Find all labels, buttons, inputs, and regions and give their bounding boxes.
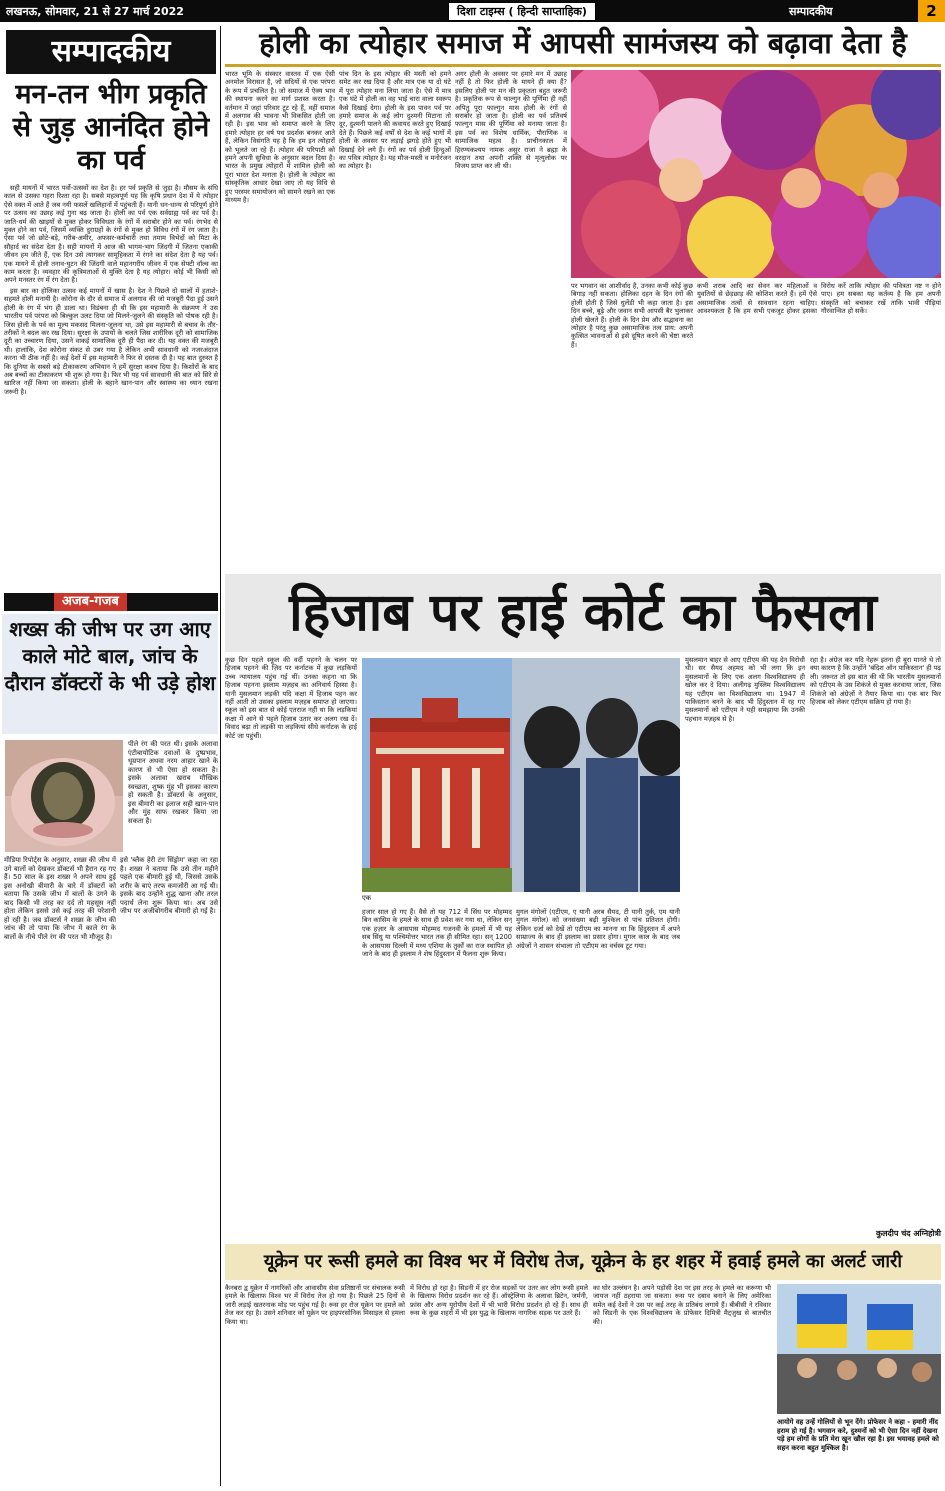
ukraine-col-2: में विरोध हो रहा है। सिडनी में हर रोज सड़कों पर उतर कर लोग रूसी हमले के खिलाफ विरोध प्रदर्शन कर रहे हैं। ऑस्ट्रेलिया के अलावा ब्रिटेन, जर्मनी, फ्रांस और अन्य यूरोपीय देशों में भी भारी विरोध प्रदर्शन हो रहे हैं। साथ ही रूस के कुछ शहरों में भी इस युद्ध के खिलाफ नागरिक सड़क पर उतरे हैं।: [410, 1284, 588, 1318]
hijab-col-2: हजार साल हो गए हैं। वैसे तो यह 712 में सिंध पर मोहम्मद बिन कासिम के हमले के साथ ही प्रवेश कर गया था, लेकिन सन् एक हज़ार के आसपास मोहम्मद गजनवी के हमलों में भी यह सब सिंधु या पश्चिमोत्तर भारत तक ही सीमित रहा। सन् 1200 के आसपास दिल्ली में मध्य एशिया के तुर्कों का राज स्थापित हो जाने के बाद ही इस्लाम ने शेष हिंदुस्तान में फैलना शुरू किया।: [362, 908, 512, 959]
masthead-bar: [0, 0, 945, 22]
byline: कुलदीप चंद अग्निहोत्री: [875, 1229, 941, 1238]
ukraine-col-1: कैनबरा द्व यूक्रेन में नागरिकों और आवासीय सेवा प्रतिष्ठानों पर संचालक रूसी हमले के खिलाफ विश्व भर में विरोध तेज हो गया है। पिछले 25 दिनों से जारी लड़ाई खतरनाक मोड़ पर पहुंच गई है। रूस हर रोज यूक्रेन पर हमले को तेज कर रहा है। उसने शनिवार को यूक्रेन पर हाइपरसोनिक मिसाइल से हमला किया था।: [225, 1284, 405, 1326]
section-label-box: [6, 30, 216, 74]
page-number: 2: [918, 0, 945, 22]
holi-col-4: पर भगवान का आशीर्वाद है, उनका कभी कोई कुछ बिगाड़ नहीं सकता। होलिका दहन के दिन रंगों की होली होती है जिसे धुलेंडी भी कहा जाता है। इस दिन बच्चे, बूढ़े और जवान सभी आपसी बैर भुलाकर होली खेलते हैं। होली के दिन प्रेम और सद्भावना का त्योहार है परंतु कुछ असामाजिक तत्व प्राय: अपनी कुत्सित भावनाओं से इसे दूषित करने की चेष्टा करते हैं।: [571, 282, 693, 349]
hijab-court-photo: [362, 658, 680, 892]
headline-rule: [225, 64, 941, 67]
story-headline-box: [2, 614, 218, 734]
hijab-headline-box: [225, 574, 941, 652]
story-headline: शख्स की जीभ पर उग आए काले मोटे बाल, जांच के दौरान डॉक्टरों के भी उड़े होश: [4, 617, 216, 695]
column-divider: [220, 26, 221, 1486]
holi-col-3: अगर होली के अवसर पर हमारे मन में उछाह नहीं है तो फिर होली के मायने ही क्या हैं? इसलिए होली पर मन की प्रकृतता बहुत जरूरी है। प्रकृतिक रूप से फाल्गुन की पूर्णिमा ही नहीं अपितु पूरा फाल्गुन मास होली के रंगों से सराबोर हो जाता है। होली का पर्व प्रतिवर्ष फाल्गुन मास की पूर्णिमा को मनाया जाता है। इस पर्व का विशेष धार्मिक, पौराणिक व सामाजिक महत्व है। प्राचीनकाल में हिरण्यकश्यप नामक असुर राजा ने ब्रह्मा के वरदान तथा अपनी शक्ति से मृत्युलोक पर विजय प्राप्त कर ली थी।: [455, 70, 567, 171]
section-label: सम्पादकीय: [51, 34, 171, 69]
hijab-col-1: कुछ दिन पहले स्कूल की वर्दी पहनने के चलन पर हिजाब पहनने की ज़िद पर कर्नाटक में कुछ लड़कियों उच्च न्यायालय पहुंच गई थीं। उनका कहना था कि हिजाब पहनना इस्लाम मज़हब का अनिवार्य हिस्सा है। यानी मुसलमान लड़की यदि कक्षा में हिजाब पहन कर नहीं आती तो उसका इस्लाम मज़हब समाप्त हो जाएगा। स्कूल को इस बात से कोई एतराज नहीं था कि लड़कियां कक्षा में आने से पहले हिजाब उतार कर अलग रख दें। विवाद बढ़ा तो लड़की या लड़कियां सीधे कर्नाटक के हाई कोर्ट जा पहुंचीं।: [225, 656, 357, 740]
paper-name: दिशा टाइम्स ( हिन्दी साप्ताहिक): [448, 2, 596, 21]
hijab-col-4: मुसलमान बाहर से आए एटीएम की यह देन विरोधी थी। सर सैयद अहमद को भी लगा कि इन मुसलमानों के लिए एक अलग विश्वविद्यालय ही खोल कर दे दिया। अलीगढ़ मुस्लिम विश्वविद्यालय यह एटीएम का विश्वविद्यालय था। 1947 में पाकिस्तान बनने के बाद भी हिंदुस्तान में रह गए मुसलमानों को एटीएम ने यही समझाया कि उनकी पहचान मज़हब से है।: [685, 656, 805, 723]
holi-headline: होली का त्योहार समाज में आपसी सामंजस्य को बढ़ावा देता है: [259, 26, 907, 60]
editorial-paragraph: इस बार का होलिका उत्सव कई मायनों में खास है। देश ने पिछले दो सालों में हताशे-सहमते होली मनायी है। कोरोना के दौर से समाज में अलगाव की जो मजबूरी पैदा हुई उसने होली के रंग में भंग ही डाला था। विडंबना ही थी कि इस महामारी के संक्रमण ने उस भारतीय पर्व परंपरा को बिल्कुल उलट दिया जो मिलने-जुलने की संस्कृति को पोषक रही है। जिस होली के पर्व का मूल्य मकसद मिलना-जुलना था, उसे इस महामारी से बचाव के तौर-तरीकों ने बदल कर रख दिया। सुरक्षा के उपायों के चलते जिस शारीरिक दूरी को सामाजिक दूरी का उच्चारण दिया, उसने वाकई सामाजिक दूरी ही पैदा कर दी। यह वक्त की मजबूरी थी। हालांकि, देश कोरोना संकट से उबर गया है लेकिन अभी सावधानी को नजरअंदाज करना भी ठीक नहीं है। कई देशों में इस महामारी ने फिर से दस्तक दी है। यह बात दुरुस्त है कि दुनिया के सबसे बड़े टीकाकरण अभियान ने हमें सुरक्षा कवच दिया है। किशोरों के बाद अब बच्चों का टीकाकरण भी शुरू हो गया है। फिर भी यह पर्व सावधानी की बात को सिरे से खारिज नहीं किया जा सकता। होली के बहाने खान-पान और स्वास्थ्य का ध्यान रखना जरूरी है।: [4, 286, 218, 396]
ukraine-col-3: का घोर उल्लंघन है। अपने पड़ोसी देश पर इस तरह के हमले का करूणा भी जायज नहीं ठहराया जा सकता। रूस पर दबाव बनाने के लिए अमेरिका समेत कई देशों ने उस पर कई तरह के प्रतिबंध लगाये हैं। बीबीसी ने रविवार को सिडनी के एक विश्वविद्यालय के प्रोफेसर दिमित्री मैट्जुख से बातचीत की।: [593, 1284, 771, 1326]
section-name: सम्पादकीय: [789, 5, 833, 18]
protest-caption: आयोगे वह उन्हें गोलियों से भून देंगे। प्रोफेसर ने कहा - हमारी नींद हराम हो गई है। भगवान करे, दुश्मनों को भी ऐसा दिन नहीं देखना पड़े हम लोगों के प्रति मेरा खून खौल रहा है। इस भयावह हमले को सहन करना बहुत मुश्किल है।: [777, 1418, 939, 1452]
tongue-photo: [5, 740, 123, 852]
story-text-right: पीले रंग की परत थी। इसके अलावा एंटीबायोटिक दवाओं के दुष्प्रभाव, धूम्रपान अथवा नरम आहार खाने के कारण से भी ऐसा हो सकता है। इसके अलावा खराब मौखिक स्वच्छता, शुष्क मुंह भी इसका कारण हो सकती है। डॉक्टर्स के अनुसार, इस बीमारी का इलाज सही खान-पान और मुंह साफ रखकर किया जा सकता है।: [128, 740, 218, 825]
protest-photo: [777, 1284, 941, 1414]
ukraine-headline-box: [225, 1244, 941, 1280]
ukraine-headline: यूक्रेन पर रूसी हमले का विश्व भर में विरोध तेज, यूक्रेन के हर शहर में हवाई हमले का अलर्ट जारी: [263, 1251, 903, 1272]
strip-label: अजब-गजब: [54, 593, 127, 611]
story-text-left: मीडिया रिपोर्ट्स के अनुसार, शख्स की जीभ में उगे बालों को देखकर डॉक्टर्स भी हैरान रह गए हैं। 50 साल के इस शख्स ने अपने साथ हुई इस अनोखी बीमारी के बारे में डॉक्टरों को बताया कि उसके जीभ में बालों के उगने के बाद किसी भी तरह का दर्द तो महसूस नहीं होता लेकिन इससे उसे कई तरह की परेशानी हो रही है। जब डॉक्टर्स ने शख्स के जीभ की जांच की तो पाया कि जीभ में काले रंग के बालों के नीचे पीले रंग की परत भी मौजूद है।: [4, 856, 116, 941]
story-text-bottom: इसे 'ब्लैक हेरी टंग सिंड्रोम' कहा जा रहा है। शख्स ने बताया कि उसे तीन महीने पहले एक बीमारी हुई थी, जिससे उसके शरीर के बाएं तरफ कमजोरी आ गई थी। इसके बाद उन्होंने शुद्ध खाना और तरल पदार्थ लेना शुरू किया था। अब उसे जीभ पर अजीबोगरीब बीमारी हो गई है।: [120, 856, 218, 915]
holi-col-1: भारत भूमि के संस्कार वास्तव में एक ऐसी अनमोल विरासत है, जो सदियों से एक परंपरा के रूप में प्रचलित है। जो समाज में ऐक्य भाव की स्थापना करने का मार्ग प्रशस्त करता है। वर्तमान में जहां परिवार टूट रहे हैं, वहीं समाज में अलगाव की भावना भी विकसित होती जा रही है। इस भाव को समाप्त करने के लिए हमारे त्योहार हर वर्ष पथ प्रदर्शक बनकर आते हैं, लेकिन विसंगति यह है कि हम इन त्योहारों को भूलते जा रहे हैं। त्योहार की परिपाटी को हमने अपनी सुविधा के अनुसार बदल दिया है। भारत के प्रमुख त्योहारों में शामिल होली को पूरा भारत देश मनाता है। होली के त्योहार का सांस्कृतिक आधार देखा जाए तो यह विधि से हुए परस्पर समायोजन को सामने रखने का एक माध्यम है।: [225, 70, 335, 205]
holi-col-5: कभी शराब आदि का सेवन कर महिलाओं व युवतियों से छेड़छाड़ की कोशिश करते हैं। हमें ऐसे असामाजिक तत्वों से सावधान रहना चाहिए। आवश्यकता है कि हम सभी एकजुट होकर इसका विरोध करें ताकि त्योहार की पवित्रता नष्ट न होने पाए। हम सबका यह कर्तव्य है कि हम अपनी संस्कृति को बचाकर रखें ताकि भावी पीढ़ियां गौरवान्वित हो सकें।: [697, 282, 941, 316]
hijab-col-5: रहा है। अंग्रेज़ कर यदि नेहरू इतना ही बुरा मानते थे तो क्या कारण है कि उन्होंने 'बंदिश ऑन पाकिस्तान' ही पढ़ ली। जरूरत तो इस बात की थी कि भारतीय मुसलमानों को एटीएम के उस शिकंजे से मुक्त करवाया जाता, जिस शिकंजे को अंग्रेज़ों ने तैयार किया था। एक बार फिर हिजाब को लेकर एटीएम सक्रिय हो गया है।: [810, 656, 941, 707]
hijab-headline: हिजाब पर हाई कोर्ट का फैसला: [289, 583, 877, 643]
hijab-col-3: मुगल मंगोलों (एटीएम, ए यानी अरब सैयद, टी यानी तुर्क, एम यानी मुगल मंगोल) को जनसंख्या बढ़ी मुश्किल से पांच प्रतिशत होगी। लेकिन दर्जा को देखें तो एटीएम का मानना था कि हिंदुस्तान में अपने साम्राज्य के बाद ही इस्लाम का प्रसार होगा। मुगल काल के बाद जब अंग्रेजों ने शासन संभाला तो एटीएम का वर्चस्व टूट गया।: [516, 908, 680, 950]
holi-col-2: पांच दिन के इस त्योहार की मस्ती को हमने समेट कर रख दिया है और मात्र एक या दो घंटे में पूरा त्योहार मना लिया जाता है। ऐसे में मात्र एक घंटे में होली का वह भाई चारा वाला स्वरूप कैसे दिखाई देगा। होली के इस पावन पर्व पर हमारे समाज के कई लोग दुश्मनी मिटाना तो दूर, दुश्मनी पालने की कवायद करते हुए दिखाई देते हैं। पिछले कई वर्षों से देश के कई भागों में होली के अवसर पर लड़ाई झगड़े होते हुए भी दिखाई देने लगे हैं। रंगों का पर्व होली हिन्दुओं का पवित्र त्योहार है। यह मौज-मस्ती व मनोरंजन का त्योहार है।: [339, 70, 451, 171]
editorial-body: [4, 184, 218, 586]
hijab-caption: एक: [362, 894, 371, 902]
strip-bar: [4, 593, 218, 611]
editorial-headline: मन-तन भीग प्रकृति से जुड़ आनंदित होने का पर्व: [12, 79, 210, 176]
holi-crowd-photo: [571, 70, 941, 278]
date-line: लखनऊ, सोमवार, 21 से 27 मार्च 2022: [6, 5, 184, 18]
editorial-paragraph: सही मायनों में भारत पर्वो-उत्सवों का देश है। हर पर्व प्रकृति से जुड़ा है। मौसम के संधि काल से उसका गहरा रिश्ता रहा है। सबसे महत्वपूर्ण यह कि कृषि प्रधान देश में ये त्योहार ऐसे वक्त में आते हैं जब नयी फसलें खलिहानों में पहुंचती हैं। यानी धन-धान्य से परिपूर्ण होने पर उत्सव का उछाह कई गुना बढ़ जाता है। होली का पर्व एक सर्वग्राह्य पर्व का पर्व है। जाति-धर्म की खाइयों से मुक्त होकर विविधता के रंगों में सराबोर होने का पर्व। रंगभेद से मुक्त होने का पर्व, जिसमें व्यक्ति दुराग्रहों के रंगों से मुक्त हो विविध रंगों में रंग जाता है। ऐसा पर्व जो छोटे-बड़े, गरीब-अमीर, अफसर-कर्मचारी तथा तमाम विभेदों को मिटा के सौहार्द का संदेश देता है। सही मायनों में आज की भागम-भाग जिंदगी में जितना एकाकी जीवन हम जीते हैं, एक दिन उसे त्यागकर सामूहिकता में रंगने का संदेश देता है यह पर्व। एक मायने में होली तनाव-घुटन की जिंदगी वाले महानगरीय जीवन में एक सेफ्टी वॉल्व का काम करता है। व्यवहार की कृत्रिमताओं से मुक्ति देता है यह त्योहार। कोई भी किसी को अपने मनस्तर रंग में रंग देता है।: [4, 184, 218, 285]
